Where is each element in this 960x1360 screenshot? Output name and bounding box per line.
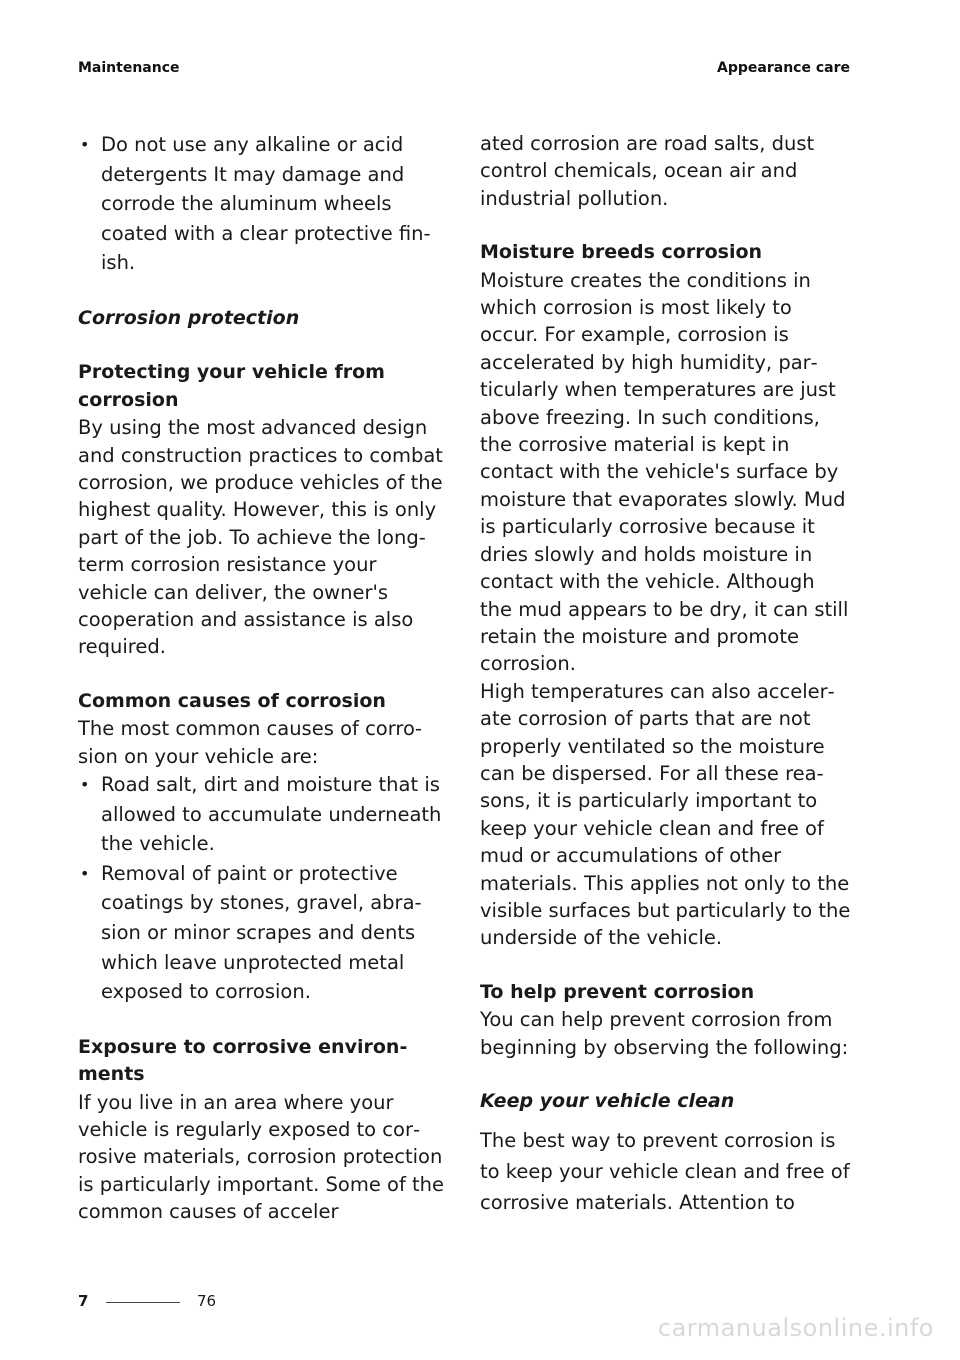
footer-chapter-number: 7 [78, 1292, 89, 1310]
paragraph-moisture-1: Moisture creates the conditions in which corrosion is most likely to occur. For example, corrosion is accelerated by high humidity, particularly when temperatures are just above freezing. In such conditions, the corrosive material is kept in contact with the vehicle's surface by moisture that evaporates slowly. Mud is particularly corrosive because it dries slowly and holds moisture in contact with the vehicle. Although the mud appears to be dry, it can still retain the moisture and promote corrosion. [480, 268, 849, 676]
footer-rule [106, 1302, 180, 1303]
paragraph-protecting-vehicle: By using the most advanced design and construction practices to combat corrosion, we produce vehicles of the highest quality. However, this is only part of the job. To achieve the long-term corrosion resistance your vehicle can deliver, the owner's cooperation and assistance is also required. [78, 416, 443, 659]
watermark: carmanualsonline.info [657, 1314, 934, 1342]
heading-moisture-breeds-corrosion: Moisture breeds corrosion [480, 241, 763, 264]
heading-help-prevent-corrosion: To help prevent corrosion [480, 980, 755, 1003]
paragraph-exposure-environments: If you live in an area where your vehicle is regularly exposed to corrosive materials, corrosion protection is particularly important. Some of the common causes of acceler [78, 1090, 445, 1224]
section-title-corrosion-protection: Corrosion protection [78, 306, 300, 329]
heading-exposure-environments: Exposure to corrosive environments [78, 1035, 408, 1086]
heading-common-causes: Common causes of corrosion [78, 689, 386, 712]
paragraph-moisture-2: High temperatures can also accelerate corrosion of parts that are not properly ventilated so the moisture can be dispersed. For all these reasons, it is particularly important to keep your vehicle clean and free of mud or accumulations of other materials. This applies not only to the visible surfaces but particularly to the underside of the vehicle. [480, 679, 851, 950]
causes-bullet-list [78, 770, 450, 1007]
intro-bullet-list [78, 130, 450, 278]
running-header-section: Appearance care [717, 60, 850, 76]
paragraph-keep-clean: The best way to prevent corrosion is to keep your vehicle clean and free of corrosive materials. Attention to [480, 1129, 850, 1215]
running-header-chapter: Maintenance [78, 60, 180, 76]
list-item: • Do not use any alkaline or acid detergents It may damage and corrode the aluminum wheels coated with a clear protective finish. [78, 130, 450, 278]
list-item: • Removal of paint or protective coatings by stones, gravel, abrasion or minor scrapes and dents which leave unprotected metal exposed to corrosion. [78, 859, 450, 1007]
left-column [78, 130, 450, 1226]
paragraph-common-causes: The most common causes of corrosion on your vehicle are: [78, 717, 422, 768]
paragraph-continued: ated corrosion are road salts, dust control chemicals, ocean air and industrial pollution. [480, 132, 815, 210]
list-item: • Road salt, dirt and moisture that is allowed to accumulate underneath the vehicle. [78, 770, 450, 859]
paragraph-help-prevent: You can help prevent corrosion from beginning by observing the following: [480, 1008, 849, 1059]
section-title-keep-vehicle-clean: Keep your vehicle clean [480, 1090, 735, 1112]
heading-protecting-vehicle: Protecting your vehicle from corrosion [78, 361, 385, 411]
footer-page-number: 76 [197, 1292, 217, 1310]
right-column [480, 130, 852, 1218]
